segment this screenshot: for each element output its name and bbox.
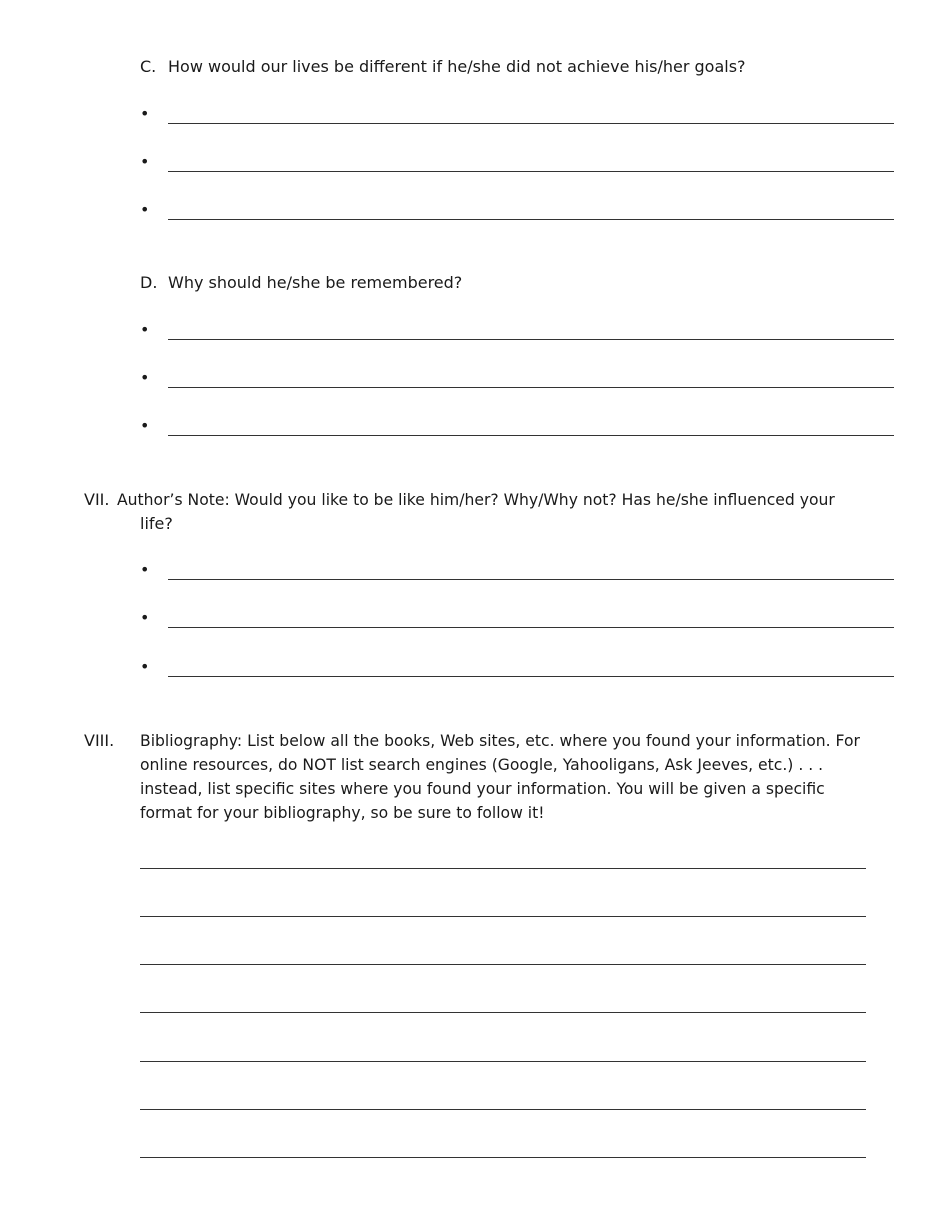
bullet-icon: • <box>140 416 150 435</box>
section-vii-answer-line-2[interactable] <box>140 608 894 628</box>
answer-blank[interactable] <box>168 171 894 172</box>
answer-blank[interactable] <box>168 676 894 677</box>
bullet-icon: • <box>140 560 150 579</box>
answer-blank[interactable] <box>168 627 894 628</box>
section-vii-answer-line-1[interactable] <box>140 560 894 580</box>
section-c-question: How would our lives be different if he/she did not achieve his/her goals? <box>168 57 746 76</box>
answer-blank[interactable] <box>168 435 894 436</box>
bibliography-entry-line-1[interactable] <box>140 868 866 869</box>
bullet-icon: • <box>140 320 150 339</box>
section-c-label: C. <box>140 57 157 76</box>
section-d-answer-line-3[interactable] <box>140 416 894 436</box>
section-c-answer-line-1[interactable] <box>140 104 894 124</box>
section-viii-text-line-2: online resources, do NOT list search engines (Google, Yahooligans, Ask Jeeves, etc.) . . . <box>140 756 824 774</box>
bibliography-entry-line-3[interactable] <box>140 964 866 965</box>
bibliography-entry-line-2[interactable] <box>140 916 866 917</box>
section-viii-text-line-4: format for your bibliography, so be sure to follow it! <box>140 804 545 822</box>
answer-blank[interactable] <box>168 579 894 580</box>
answer-blank[interactable] <box>168 123 894 124</box>
section-vii-label: VII. <box>84 490 110 509</box>
section-d-answer-line-2[interactable] <box>140 368 894 388</box>
bullet-icon: • <box>140 608 150 627</box>
section-d-answer-line-1[interactable] <box>140 320 894 340</box>
section-viii-text-line-3: instead, list specific sites where you found your information. You will be given a specific <box>140 780 825 798</box>
section-d-question: Why should he/she be remembered? <box>168 273 463 292</box>
bullet-icon: • <box>140 200 150 219</box>
bibliography-entry-line-4[interactable] <box>140 1012 866 1013</box>
bullet-icon: • <box>140 657 150 676</box>
section-d-label: D. <box>140 273 158 292</box>
bullet-icon: • <box>140 104 150 123</box>
answer-blank[interactable] <box>168 387 894 388</box>
section-viii-label: VIII. <box>84 731 115 750</box>
section-c-answer-line-2[interactable] <box>140 152 894 172</box>
bibliography-entry-line-6[interactable] <box>140 1109 866 1110</box>
section-vii-text-line-1: Author’s Note: Would you like to be like him/her? Why/Why not? Has he/she influenced your <box>117 491 835 509</box>
bibliography-entry-line-5[interactable] <box>140 1061 866 1062</box>
answer-blank[interactable] <box>168 219 894 220</box>
section-vii-text-line-2: life? <box>140 514 173 533</box>
section-viii-text-line-1: Bibliography: List below all the books, Web sites, etc. where you found your information. For <box>140 732 860 750</box>
bullet-icon: • <box>140 152 150 171</box>
section-c-answer-line-3[interactable] <box>140 200 894 220</box>
bullet-icon: • <box>140 368 150 387</box>
bibliography-entry-line-7[interactable] <box>140 1157 866 1158</box>
section-vii-answer-line-3[interactable] <box>140 657 894 677</box>
answer-blank[interactable] <box>168 339 894 340</box>
